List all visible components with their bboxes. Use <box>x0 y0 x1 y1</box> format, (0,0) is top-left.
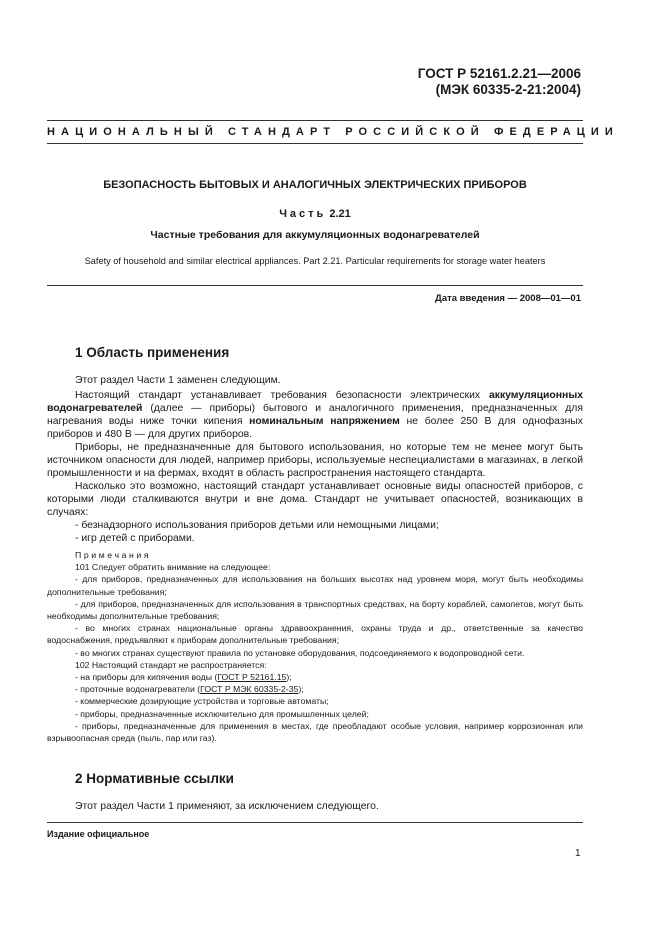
hazard-list-item: - безнадзорного использования приборов детьми или немощными лицами; <box>75 520 439 531</box>
note-102-item: - коммерческие дозирующие устройства и торговые автоматы; <box>75 696 329 707</box>
official-edition-label: Издание официальное <box>47 829 150 839</box>
iec-number: (МЭК 60335-2-21:2004) <box>435 82 581 97</box>
notes-block <box>47 549 583 744</box>
document-title: БЕЗОПАСНОСТЬ БЫТОВЫХ И АНАЛОГИЧНЫХ ЭЛЕКТРИЧЕСКИХ ПРИБОРОВ <box>103 179 527 191</box>
section-1-paragraph-1: Этот раздел Части 1 заменен следующим. <box>75 375 281 386</box>
standard-number: ГОСТ Р 52161.2.21—2006 <box>417 66 581 81</box>
standard-designation <box>418 66 581 98</box>
note-101-item: - во многих странах существуют правила по установке оборудования, подсоединяемого к водопроводной сети. <box>75 647 525 658</box>
term-rated-voltage: номинальным напряжением <box>249 416 400 427</box>
section-1-heading: 1 Область применения <box>75 345 230 360</box>
part-designation <box>47 208 583 220</box>
note-102-item: - приборы, предназначенные для применения в местах, где преобладают особые условия, например коррозионная или взрывоопасная среда (пыль, пар или газ). <box>47 720 583 744</box>
note-101-item: - во многих странах национальные органы здравоохранения, охраны труда и др., ответственные за качество водоснабжения, предъявляют к приборам дополнительные требования; <box>47 623 583 646</box>
note-102-item: - приборы, предназначенные исключительно для промышленных целей; <box>75 708 369 719</box>
section-1-paragraph-2: Настоящий стандарт устанавливает требования безопасности электрических аккумуляционных водонагревателей (далее — приборы) бытового и аналогичного применения, предназначенных для нагревания воды ниже точки кипения номинальным напряжением не более 250 В для однофазных приборов и 480 В — для других приборов. <box>47 390 583 440</box>
document-subtitle: Частные требования для аккумуляционных водонагревателей <box>150 229 480 241</box>
banner-top-rule <box>47 120 583 121</box>
reference-link[interactable]: ГОСТ Р МЭК 60335-2-35 <box>200 684 299 695</box>
banner-bottom-rule <box>47 143 583 144</box>
part-word: Часть <box>279 208 327 220</box>
term-storage-water-heaters: аккумуляционных водонагревателей <box>47 390 583 414</box>
section-1-body <box>47 374 583 545</box>
part-number: 2.21 <box>329 208 351 220</box>
note-102-item: - на приборы для кипячения воды (ГОСТ Р 52161.15); <box>75 672 292 683</box>
hazard-list-item: - игр детей с приборами. <box>75 533 195 544</box>
page-number: 1 <box>575 848 581 859</box>
reference-link[interactable]: ГОСТ Р 52161.15 <box>217 672 287 683</box>
note-101: 101 Следует обратить внимание на следующее: <box>75 562 271 573</box>
note-101-item: - для приборов, предназначенных для использования на больших высотах над уровнем моря, могут быть необходимы дополнительные требования; <box>47 574 583 597</box>
effective-date: Дата введения — 2008—01—01 <box>435 293 581 304</box>
section-1-paragraph-3: Приборы, не предназначенные для бытового использования, но которые тем не менее могут быть источником опасности для людей, например приборы, используемые неспециалистами в магазинах, в легкой промышленности и на фермах, входят в область распространения настоящего стандарта. <box>47 442 583 479</box>
note-101-item: - для приборов, предназначенных для использования в транспортных средствах, на борту кораблей, самолетов, могут быть необходимы дополнительные требования; <box>47 598 583 622</box>
notes-label: Примечания <box>75 550 152 560</box>
section-1-paragraph-4: Насколько это возможно, настоящий стандарт устанавливает основные виды опасностей приборов, с которыми люди сталкиваются внутри и вне дома. Стандарт не учитывает опасностей, возникающих в случаях: <box>47 481 583 518</box>
section-2-paragraph-1: Этот раздел Части 1 применяют, за исключением следующего. <box>75 801 379 812</box>
footer-rule <box>47 822 583 823</box>
section-2-body <box>47 800 583 813</box>
section-2-heading: 2 Нормативные ссылки <box>75 771 234 786</box>
note-102-item: - проточные водонагреватели (ГОСТ Р МЭК 60335-2-35); <box>75 684 304 695</box>
english-title: Safety of household and similar electrical appliances. Part 2.21. Particular requirements for storage water heaters <box>84 256 546 266</box>
national-standard-banner: НАЦИОНАЛЬНЫЙ СТАНДАРТ РОССИЙСКОЙ ФЕДЕРАЦИИ <box>47 126 619 138</box>
note-102: 102 Настоящий стандарт не распространяется: <box>75 659 267 670</box>
date-top-rule <box>47 285 583 286</box>
